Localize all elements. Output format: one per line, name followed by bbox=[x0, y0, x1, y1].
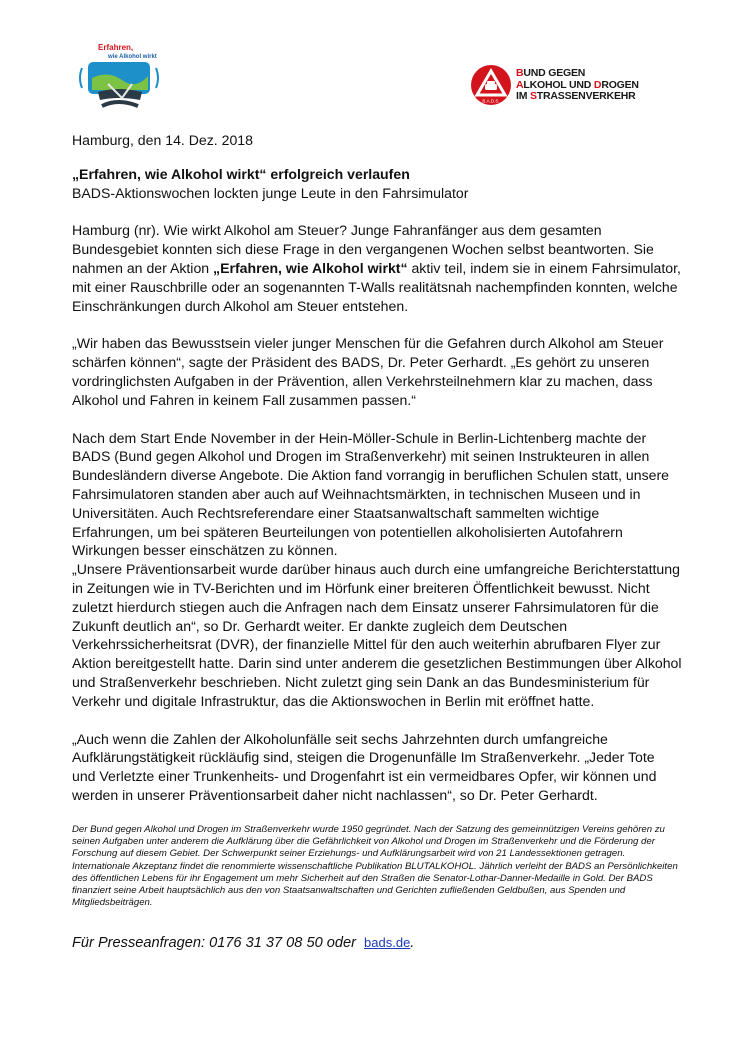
bads-emblem-text: B.A.D.S. bbox=[482, 98, 500, 104]
bads-website-link[interactable]: bads.de bbox=[364, 934, 411, 950]
bads-logo bbox=[470, 64, 670, 108]
press-release-body bbox=[72, 131, 682, 967]
campaign-logo bbox=[78, 40, 162, 112]
headline: „Erfahren, wie Alkohol wirkt“ erfolgreich verlaufen bbox=[72, 165, 410, 182]
about-bads-note: Der Bund gegen Alkohol und Drogen im Straßenverkehr wurde 1950 gegründet. Nach der Satzung des gemeinnützigen Vereins gehören zu seinen Aufgaben unter anderem die Aufklärung über die Gefährlichkeit von Alkohol und Drogen im Straßenverkehr und die Förderung der Forschung auf diesem Gebiet. Der Schwerpunkt seiner Erziehungs- und Aufklärungsarbeit wird von 21 Landessektionen getragen. Internationale Akzeptanz findet die renommierte wissenschaftliche Publikation BLUTALKOHOL. Jährlich verleiht der BADS an Persönlichkeiten des öffentlichen Lebens für ihr Engagement um mehr Sicherheit auf den Straßen die Senator-Lothar-Danner-Medaille in Gold. Der BADS finanziert seine Arbeit hauptsächlich aus den von Staatsanwaltschaften und Gerichten zufließenden Geldbußen, aus Spenden und Mitgliedsbeiträgen. bbox=[72, 823, 678, 909]
press-contact: Für Presseanfragen: 0176 31 37 08 50 oder bads.de. bbox=[72, 934, 415, 951]
paragraph-intro: Hamburg (nr). Wie wirkt Alkohol am Steuer? Junge Fahranfänger aus dem gesamten Bundesgebiet konnten sich diese Frage in den vergangenen Wochen selbst beantworten. Sie nahmen an der Aktion „Erfahren, wie Alkohol wirkt“ aktiv teil, indem sie in einem Fahrsimulator, mit einer Rauschbrille oder an sogenannten T-Walls realitätsnah nachempfinden konnten, welche Einschränkungen durch Alkohol am Steuer entstehen. bbox=[72, 222, 681, 314]
bads-wordmark: BUND GEGEN ALKOHOL UND DROGEN IM STRASSENVERKEHR bbox=[516, 67, 639, 102]
campaign-logo-text-1: Erfahren, bbox=[98, 43, 134, 52]
campaign-logo-text-2: wie Alkohol wirkt bbox=[108, 54, 157, 60]
paragraph-quote-president: „Wir haben das Bewusstsein vieler junger Menschen für die Gefahren durch Alkohol am Steuer schärfen können“, sagte der Präsident des BADS, Dr. Peter Gerhardt. „Es gehört zu unseren vordringlichsten Aufgaben in der Prävention, allen Verkehrsteilnehmern klar zu machen, dass Alkohol und Fahren in keinem Fall zusammen passen.“ bbox=[72, 335, 664, 408]
paragraph-media-coverage: „Unsere Präventionsarbeit wurde darüber hinaus auch durch eine umfangreiche Berichterstattung in Zeitungen wie in TV-Berichten und im Hörfunk einer breiteren Öffentlichkeit bewusst. Nicht zuletzt hierdurch stiegen auch die Anfragen nach dem Einsatz unserer Fahrsimulatoren für die Zukunft deutlich an“, so Dr. Gerhardt weiter. Er dankte zugleich dem Deutschen Verkehrssicherheitsrat (DVR), der finanzielle Mittel für den auch weiterhin abrufbaren Flyer zur Aktion bereitgestellt hatte. Darin sind unter anderem die gesetzlichen Bestimmungen über Alkohol und Straßenverkehr beschrieben. Nicht zuletzt ging sein Dank an das Bundesministerium für Verkehr und digitale Infrastruktur, das die Aktionswochen in Berlin mit eröffnet hatte. bbox=[72, 561, 682, 709]
paragraph-campaign-details: Nach dem Start Ende November in der Hein-Möller-Schule in Berlin-Lichtenberg machte der BADS (Bund gegen Alkohol und Drogen im Straßenverkehr) mit seinen Instrukteuren in allen Bundesländern diverse Angebote. Die Aktion fand vorrangig in beruflichen Schulen statt, unsere Fahrsimulatoren standen aber auch auf Weihnachtsmärkten, in technischen Museen und in Universitäten. Auch Rechtsreferendare einer Staatsanwaltschaft sammelten wichtige Erfahrungen, um bei späteren Beurteilungen von potentiellen alkoholisierten Autofahrern Wirkungen besser einschätzen zu können. bbox=[72, 429, 670, 559]
release-date: Hamburg, den 14. Dez. 2018 bbox=[72, 132, 253, 148]
subheadline: BADS-Aktionswochen lockten junge Leute in den Fahrsimulator bbox=[72, 184, 469, 201]
bads-emblem-icon bbox=[470, 64, 512, 106]
paragraph-closing-quote: „Auch wenn die Zahlen der Alkoholunfälle seit sechs Jahrzehnten durch umfangreiche Aufklärungstätigkeit rückläufig sind, steigen die Drogenunfälle Im Straßenverkehr. „Jeder Tote und Verletzte einer Trunkenheits- und Drogenfahrt ist ein vermeidbares Opfer, wir können und werden in unserer Präventionsarbeit daher nicht nachlassen“, so Dr. Peter Gerhardt. bbox=[72, 730, 657, 803]
